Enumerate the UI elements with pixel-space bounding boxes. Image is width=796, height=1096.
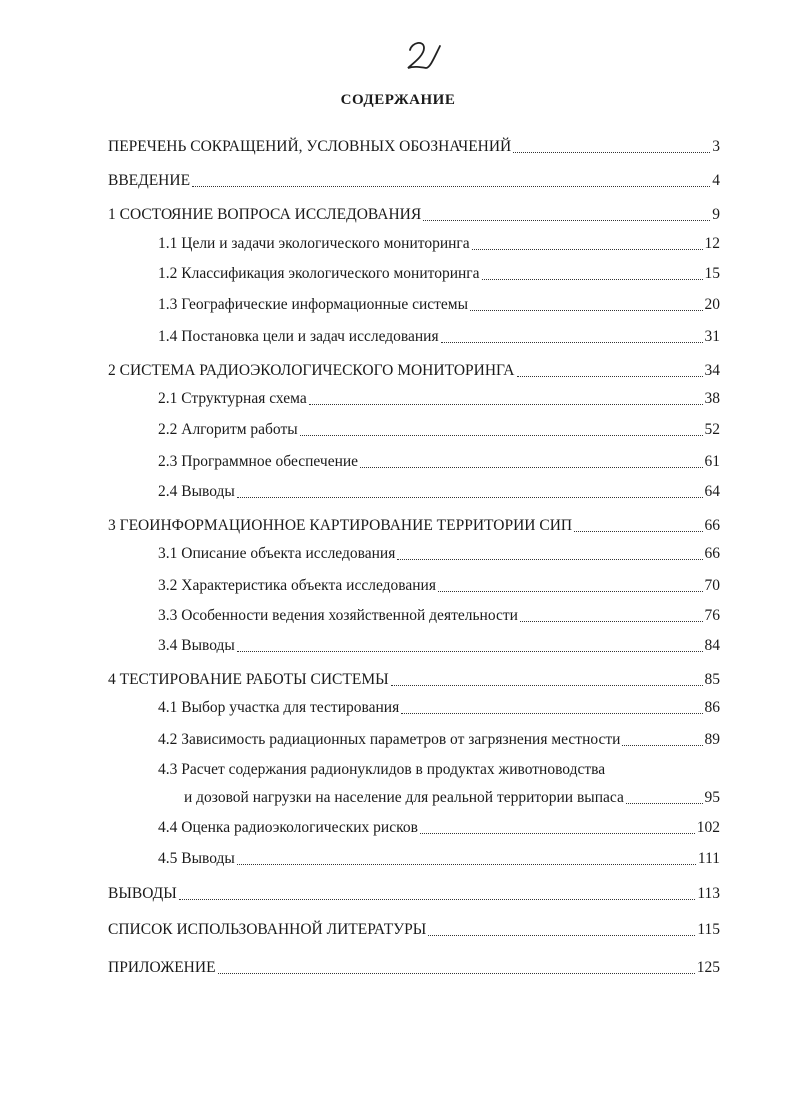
toc-entry (158, 327, 720, 347)
toc-entry-page: 61 (704, 453, 720, 470)
toc-entry-page: 84 (704, 637, 720, 654)
dot-leader (192, 186, 710, 187)
toc-entry-label: 4.3 Расчет содержания радионуклидов в продуктах животноводства (158, 761, 606, 778)
toc-entry (158, 606, 720, 626)
toc-entry-page: 85 (704, 671, 720, 688)
toc-entry (158, 698, 720, 718)
toc-entry-page: 66 (704, 517, 720, 534)
toc-entry-label: СПИСОК ИСПОЛЬЗОВАННОЙ ЛИТЕРАТУРЫ (108, 921, 427, 938)
toc-entry (158, 234, 720, 254)
toc-entry-label: 4.5 Выводы (158, 850, 235, 867)
toc-entry-continuation: и дозовой нагрузки на население для реальной территории выпаса (184, 789, 624, 806)
toc-entry-label: 4.4 Оценка радиоэкологических рисков (158, 819, 418, 836)
toc-entry-label: 2.3 Программное обеспечение (158, 453, 359, 470)
toc-entry (158, 482, 720, 502)
dot-leader (401, 713, 702, 714)
toc-entry-label: 3.3 Особенности ведения хозяйственной деятельности (158, 607, 518, 624)
toc-entry-page: 12 (704, 235, 720, 252)
toc-entry-label: 3.2 Характеристика объекта исследования (158, 577, 436, 594)
toc-entry (158, 576, 720, 596)
toc-entry-label: 1.3 Географические информационные системы (158, 296, 469, 313)
toc-entry-page: 20 (704, 296, 720, 313)
dot-leader (574, 531, 702, 532)
toc-entry-label: ПРИЛОЖЕНИЕ (108, 959, 216, 976)
toc-entry-page: 70 (704, 577, 720, 594)
toc-entry-page: 86 (704, 699, 720, 716)
toc-entry (108, 205, 720, 225)
toc-entry-label: 4.1 Выбор участка для тестирования (158, 699, 400, 716)
toc-entry-label: 1 СОСТОЯНИЕ ВОПРОСА ИССЛЕДОВАНИЯ (108, 206, 422, 223)
toc-entry-label: 3 ГЕОИНФОРМАЦИОННОЕ КАРТИРОВАНИЕ ТЕРРИТОРИИ СИП (108, 517, 573, 534)
toc-entry-page: 34 (704, 362, 720, 379)
toc-entry-label: 4 ТЕСТИРОВАНИЕ РАБОТЫ СИСТЕМЫ (108, 671, 389, 688)
toc-entry (108, 171, 720, 191)
toc-entry-page: 66 (704, 545, 720, 562)
dot-leader (428, 935, 695, 936)
toc-entry-page: 115 (697, 921, 720, 938)
toc-entry (158, 636, 720, 656)
toc-entry-page: 76 (704, 607, 720, 624)
dot-leader (360, 467, 702, 468)
toc-entry (158, 544, 720, 564)
dot-leader (237, 651, 703, 652)
toc-entry-page: 89 (704, 731, 720, 748)
dot-leader (218, 973, 695, 974)
dot-leader (179, 899, 696, 900)
dot-leader (520, 621, 703, 622)
toc-entry-page: 3 (712, 138, 720, 155)
toc-entry-label: ВВЕДЕНИЕ (108, 172, 191, 189)
toc-entry-label: 1.2 Классификация экологического мониторинга (158, 265, 480, 282)
toc-entry (158, 452, 720, 472)
dot-leader (441, 342, 703, 343)
toc-entry (108, 920, 720, 940)
toc-entry-label: 1.4 Постановка цели и задач исследования (158, 328, 439, 345)
dot-leader (622, 745, 702, 746)
toc-entry-label: 3.4 Выводы (158, 637, 235, 654)
dot-leader (309, 404, 703, 405)
toc-entry-page: 52 (704, 421, 720, 438)
dot-leader (397, 559, 702, 560)
dot-leader (438, 591, 703, 592)
toc-entry-label: 2.1 Структурная схема (158, 390, 307, 407)
toc-entry-page: 9 (712, 206, 720, 223)
dot-leader (300, 435, 703, 436)
toc-entry-label: 2.4 Выводы (158, 483, 235, 500)
toc-entry-page: 95 (704, 789, 720, 806)
toc-entry (108, 958, 720, 978)
toc-entry (158, 420, 720, 440)
toc-entry (184, 788, 720, 808)
toc-entry (158, 730, 720, 750)
toc-entry (108, 516, 720, 536)
dot-leader (517, 376, 703, 377)
dot-leader (237, 864, 696, 865)
toc-entry-page: 125 (696, 959, 720, 976)
dot-leader (423, 220, 710, 221)
dot-leader (391, 685, 703, 686)
dot-leader (470, 310, 702, 311)
toc-entry-label: 2 СИСТЕМА РАДИОЭКОЛОГИЧЕСКОГО МОНИТОРИНГА (108, 362, 515, 379)
toc-entry (108, 361, 720, 381)
toc-entry (108, 670, 720, 690)
toc-entry (108, 137, 720, 157)
dot-leader (626, 803, 703, 804)
dot-leader (420, 833, 695, 834)
toc-heading: СОДЕРЖАНИЕ (340, 92, 456, 108)
toc-entry-page: 15 (704, 265, 720, 282)
toc-entry (158, 818, 720, 838)
toc-entry (158, 389, 720, 409)
dot-leader (237, 497, 703, 498)
toc-entry-page: 111 (697, 850, 720, 867)
dot-leader (513, 152, 710, 153)
toc-entry-page: 4 (712, 172, 720, 189)
toc-entry-label: 4.2 Зависимость радиационных параметров от загрязнения местности (158, 731, 621, 748)
toc-entry-label: ВЫВОДЫ (108, 885, 177, 902)
toc-entry-page: 102 (696, 819, 720, 836)
dot-leader (472, 249, 703, 250)
toc-entry-page: 113 (697, 885, 720, 902)
toc-entry-page: 31 (704, 328, 720, 345)
handwritten-page-number (404, 38, 444, 74)
toc-entry-page: 64 (704, 483, 720, 500)
toc-entry (158, 264, 720, 284)
toc-entry-label: ПЕРЕЧЕНЬ СОКРАЩЕНИЙ, УСЛОВНЫХ ОБОЗНАЧЕНИЙ (108, 138, 512, 155)
toc-entry (108, 884, 720, 904)
toc-entry (158, 295, 720, 315)
toc-entry-label: 3.1 Описание объекта исследования (158, 545, 396, 562)
toc-entry-label: 1.1 Цели и задачи экологического мониторинга (158, 235, 470, 252)
toc-entry-page: 38 (704, 390, 720, 407)
dot-leader (482, 279, 703, 280)
toc-entry (158, 849, 720, 869)
toc-entry-label: 2.2 Алгоритм работы (158, 421, 298, 438)
